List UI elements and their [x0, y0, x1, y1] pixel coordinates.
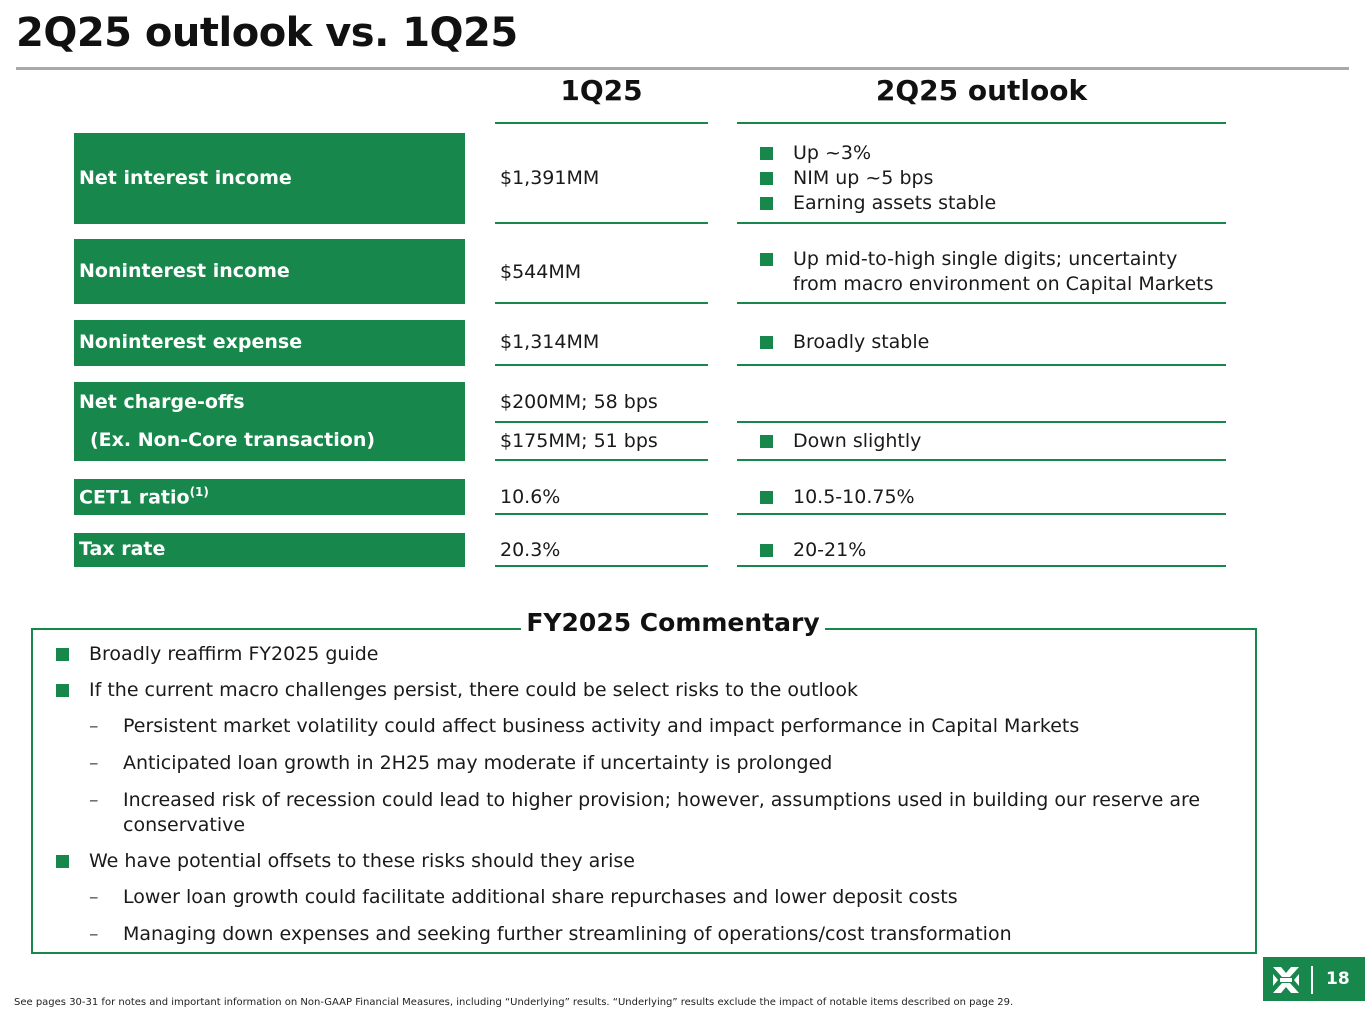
- value-noninterest-expense: $1,314MM: [500, 331, 600, 353]
- bullet-icon: [760, 544, 773, 557]
- row-divider: [737, 364, 1226, 366]
- label-net-interest-income: [74, 133, 465, 224]
- value-net-charge-offs: $200MM; 58 bps: [500, 391, 658, 413]
- label-tax-rate: [74, 533, 465, 567]
- outlook-noninterest-income-line2: from macro environment on Capital Markets: [793, 273, 1214, 295]
- bullet-icon: [56, 855, 69, 868]
- bullet-icon: [56, 648, 69, 661]
- footnote: See pages 30-31 for notes and important information on Non-GAAP Financial Measures, including “Underlying” results. “Underlying” results exclude the impact of notable items described on page 29.: [14, 997, 1014, 1008]
- value-cet1-ratio: 10.6%: [500, 486, 561, 508]
- row-divider: [495, 122, 708, 124]
- logo-separator: [1311, 966, 1313, 994]
- dash-marker: –: [89, 752, 99, 774]
- row-divider: [495, 222, 708, 224]
- row-divider: [737, 565, 1226, 567]
- title-divider: [16, 67, 1349, 70]
- commentary-title: FY2025 Commentary: [521, 608, 825, 637]
- outlook-net-charge-offs: Down slightly: [793, 430, 922, 452]
- col-header-1q25: 1Q25: [560, 74, 643, 107]
- row-divider: [495, 364, 708, 366]
- row-divider: [495, 565, 708, 567]
- commentary-sub-2-1: Persistent market volatility could affect business activity and impact performance in Capital Markets: [123, 715, 1080, 737]
- citizens-logo-icon: [1271, 965, 1301, 995]
- commentary-bullet-2: If the current macro challenges persist, there could be select risks to the outlook: [89, 679, 859, 701]
- outlook-noninterest-expense: Broadly stable: [793, 331, 930, 353]
- row-divider: [737, 459, 1226, 461]
- label-text: Net charge-offs: [79, 391, 245, 413]
- footnote-marker: (1): [189, 485, 209, 499]
- row-divider: [737, 122, 1226, 124]
- page-title: 2Q25 outlook vs. 1Q25: [16, 10, 518, 56]
- dash-marker: –: [89, 923, 99, 945]
- outlook-cet1-ratio: 10.5-10.75%: [793, 486, 915, 508]
- dash-marker: –: [89, 715, 99, 737]
- col-header-2q25-outlook: 2Q25 outlook: [875, 74, 1088, 107]
- bullet-icon: [760, 197, 773, 210]
- commentary-sub-2-2: Anticipated loan growth in 2H25 may moderate if uncertainty is prolonged: [123, 752, 833, 774]
- row-divider: [737, 421, 1226, 423]
- commentary-sub-3-1: Lower loan growth could facilitate additional share repurchases and lower deposit costs: [123, 886, 958, 908]
- bullet-icon: [760, 147, 773, 160]
- commentary-sub-2-3-line2: conservative: [123, 814, 246, 836]
- outlook-nii-1: Up ~3%: [793, 142, 872, 164]
- outlook-noninterest-income-line1: Up mid-to-high single digits; uncertainty: [793, 248, 1178, 270]
- row-divider: [737, 513, 1226, 515]
- bullet-icon: [760, 435, 773, 448]
- row-divider: [495, 513, 708, 515]
- label-subtext: (Ex. Non-Core transaction): [90, 429, 376, 451]
- label-text: Tax rate: [79, 538, 166, 560]
- dash-marker: –: [89, 886, 99, 908]
- bullet-icon: [760, 336, 773, 349]
- bullet-icon: [760, 253, 773, 266]
- bullet-icon: [760, 491, 773, 504]
- bullet-icon: [760, 172, 773, 185]
- row-divider: [737, 222, 1226, 224]
- outlook-nii-2: NIM up ~5 bps: [793, 167, 934, 189]
- outlook-nii-3: Earning assets stable: [793, 192, 997, 214]
- value-tax-rate: 20.3%: [500, 539, 561, 561]
- label-noninterest-income: [74, 239, 465, 304]
- outlook-tax-rate: 20-21%: [793, 539, 867, 561]
- value-noninterest-income: $544MM: [500, 261, 582, 283]
- page-number: 18: [1326, 969, 1350, 989]
- row-divider: [495, 421, 708, 423]
- commentary-bullet-1: Broadly reaffirm FY2025 guide: [89, 643, 379, 665]
- bullet-icon: [56, 684, 69, 697]
- value-net-interest-income: $1,391MM: [500, 167, 600, 189]
- label-text: Net interest income: [79, 167, 292, 189]
- row-divider: [737, 302, 1226, 304]
- dash-marker: –: [89, 789, 99, 811]
- label-text: CET1 ratio: [79, 486, 190, 509]
- commentary-bullet-3: We have potential offsets to these risks should they arise: [89, 850, 635, 872]
- label-net-charge-offs: [74, 382, 465, 461]
- commentary-sub-2-3-line1: Increased risk of recession could lead to higher provision; however, assumptions used in building our reserve are: [123, 789, 1201, 811]
- row-divider: [495, 302, 708, 304]
- row-divider: [495, 459, 708, 461]
- label-cet1-ratio: [74, 479, 465, 515]
- label-text: Noninterest expense: [79, 331, 303, 353]
- commentary-sub-3-2: Managing down expenses and seeking further streamlining of operations/cost transformation: [123, 923, 1012, 945]
- label-noninterest-expense: [74, 320, 465, 366]
- label-text: Noninterest income: [79, 260, 290, 282]
- value-net-charge-offs-ex-noncore: $175MM; 51 bps: [500, 430, 658, 452]
